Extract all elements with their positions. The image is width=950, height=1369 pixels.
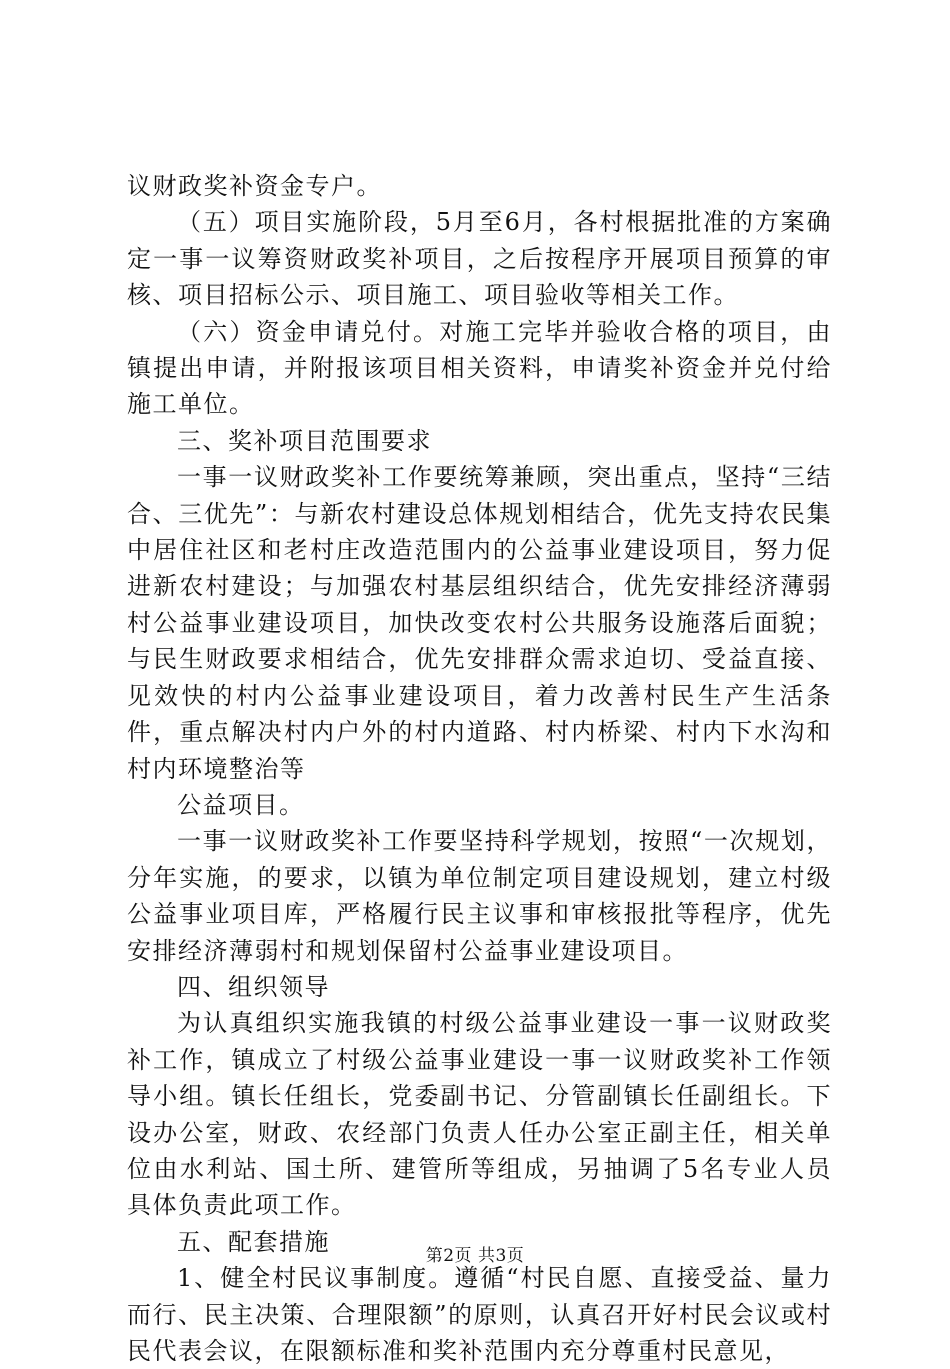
- paragraph-1: 议财政奖补资金专户。: [127, 172, 382, 200]
- section-heading-5: 五、配套措施: [177, 1227, 330, 1256]
- paragraph-2: （五）项目实施阶段，5月至6月，各村根据批准的方案确定一事一议筹资财政奖补项目，之后按程序开展项目预算的审核、项目招标公示、项目施工、项目验收等相关工作。: [127, 208, 832, 310]
- paragraph-11: 1、健全村民议事制度。遵循“村民自愿、直接受益、量力而行、民主决策、合理限额”的原则，认真召开好村民会议或村民代表会议，在限额标准和奖补范围内充分尊重村民意见，: [127, 1264, 832, 1365]
- page-number-footer: 第2页 共3页: [425, 1246, 525, 1266]
- paragraph-6: 公益项目。: [177, 790, 305, 819]
- paragraph-5: 一事一议财政奖补工作要统筹兼顾，突出重点，坚持“三结合、三优先”：与新农村建设总体规划相结合，优先支持农民集中居住社区和老村庄改造范围内的公益事业建设项目，努力促进新农村建设；与加强农村基层组织结合，优先安排经济薄弱村公益事业建设项目，加快改变农村公共服务设施落后面貌；与民生财政要求相结合，优先安排群众需求迫切、受益直接、见效快的村内公益事业建设项目，着力改善村民生产生活条件，重点解决村内户外的村内道路、村内桥梁、村内下水沟和村内环境整治等: [127, 463, 832, 783]
- section-heading-4: 四、组织领导: [177, 972, 330, 1001]
- paragraph-3: （六）资金申请兑付。对施工完毕并验收合格的项目，由镇提出申请，并附报该项目相关资料，申请奖补资金并兑付给施工单位。: [127, 317, 832, 419]
- paragraph-9: 为认真组织实施我镇的村级公益事业建设一事一议财政奖补工作，镇成立了村级公益事业建设一事一议财政奖补工作领导小组。镇长任组长，党委副书记、分管副镇长任副组长。下设办公室，财政、农经部门负责人任办公室正副主任，相关单位由水利站、国土所、建管所等组成，另抽调了5名专业人员具体负责此项工作。: [127, 1009, 832, 1220]
- section-heading-3: 三、奖补项目范围要求: [177, 426, 432, 455]
- paragraph-7: 一事一议财政奖补工作要坚持科学规划，按照“一次规划，分年实施，的要求，以镇为单位制定项目建设规划，建立村级公益事业项目库，严格履行民主议事和审核报批等程序，优先安排经济薄弱村和规划保留村公益事业建设项目。: [127, 827, 832, 965]
- document-body: [127, 168, 832, 1369]
